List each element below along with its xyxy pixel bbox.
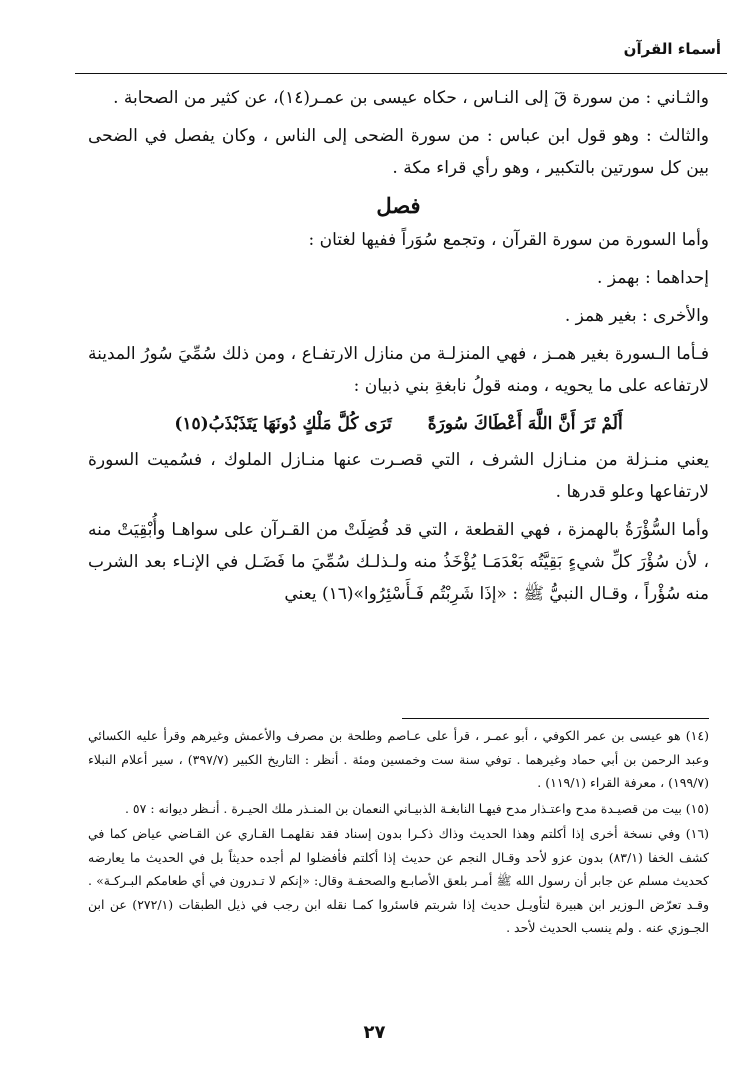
page-number: ٢٧ bbox=[363, 1022, 386, 1043]
poetry-verse bbox=[88, 408, 709, 440]
paragraph-with-hamza: وأما السُّؤْرَةُ بالهمزة ، فهي القطعة ، التي قد فُضِلَتْ من القـرآن على سواهـا وأُبْقِيَتْ منه ، لأن سُؤْرَ كلِّ شيءٍ بَقِيَّتُه بَعْدَمَـا يُؤْخَذُ منه ولـذلـك سُمِّيَ ما فَضَـل في الإنـاء بعد الشرب منه سُؤْراً ، وقـال النبيُّ ﷺ : «إذَا شَرِبْتُم فَـأَسْئِرُوا»(١٦) يعني bbox=[88, 520, 709, 604]
verse-first-hemistich: أَلَمْ تَرَ أَنَّ اللَّهَ أَعْطَاكَ سُورَةً bbox=[427, 414, 623, 434]
paragraph-verse-meaning: يعني منـزلة من منـازل الشرف ، التي قصـرت عنها منـازل الملوك ، فسُميت السورة لارتفاعها وعلو قدرها . bbox=[88, 450, 709, 502]
paragraph-second-opinion: والثـاني : من سورة قٓ إلى النـاس ، حكاه عيسى بن عمـر(١٤)، عن كثير من الصحابة . bbox=[113, 88, 709, 108]
footnote-rule bbox=[402, 718, 709, 719]
running-header: أسماء القرآن bbox=[623, 40, 721, 58]
footnote-14: (١٤) هو عيسى بن عمر الكوفي ، أبو عمـر ، قرأ على عـاصم وطلحة بن مصرف والأعمش وغيرهم وقرأ عليه الكسائي وعبد الرحمن بن أبي حماد وغيرهما . توفي سنة ست وخمسين ومئة . أنظر : التاريخ الكبير (٣٩٧/٧) ، سير أعلام النبلاء (١٩٩/٧) ، معرفة القراء (١١٩/١) . bbox=[88, 728, 709, 790]
paragraph-first-dialect: إحداهما : بهمز . bbox=[597, 268, 709, 288]
header-rule bbox=[75, 73, 727, 74]
footnote-15: (١٥) بيت من قصيـدة مدح واعتـذار مدح فيهـا النابغـة الذبيـاني النعمان بن المنـذر ملك الحيـرة . أنـظر ديوانه : ٥٧ . bbox=[124, 800, 709, 816]
paragraph-two-dialects: وأما السورة من سورة القرآن ، وتجمع سُوَراً ففيها لغتان : bbox=[308, 230, 709, 250]
paragraph-third-opinion: والثالث : وهو قول ابن عباس : من سورة الضحى إلى الناس ، وكان يفصل في الضحى بين كل سورتين بالتكبير ، وهو رأي قراء مكة . bbox=[88, 126, 709, 178]
footnotes bbox=[88, 724, 709, 942]
paragraph-without-hamza: فـأما الـسورة بغير همـز ، فهي المنزلـة من منازل الارتفـاع ، ومن ذلك سُمِّيَ سُورُ المدينة لارتفاعه على ما يحويه ، ومنه قولُ نابغةِ بني ذبيان : bbox=[88, 344, 709, 396]
paragraph-second-dialect: والأخرى : بغير همز . bbox=[564, 306, 709, 326]
verse-second-hemistich: تَرَى كُلَّ مَلْكٍ دُونَهَا يَتَذَبْذَبُ(١٥) bbox=[174, 414, 392, 434]
main-text bbox=[88, 82, 709, 616]
footnote-16: (١٦) وفي نسخة أخرى إذا أكلتم وهذا الحديث وذاك ذكـرا بدون إسناد فقد نقلهمـا القـاري عن القـاضي عياض كما في كشف الخفا (٨٣/١) بدون عزو لأحد وقـال النجم عن حديث إذا أكلتم فأفضلوا لم أجده حديثاً بل في الحديث ما يعارضه كحديث مسلم عن جابر أن رسول الله ﷺ أمـر بلعق الأصابـع والصحفـة وقال: «إنكم لا تـدرون في أي طعامكم البـركـة» . وقـد تعرّض الـوزير ابن هبيرة لتأويـل حديث إذا شربتم فاسئروا كمـا نقله ابن رجب في ذيل الطبقات (٢٧٢/١) عن ابن الجـوزي عنه . ولم ينسب الحديث لأحد . bbox=[88, 826, 709, 935]
section-title: فصل bbox=[376, 193, 421, 218]
